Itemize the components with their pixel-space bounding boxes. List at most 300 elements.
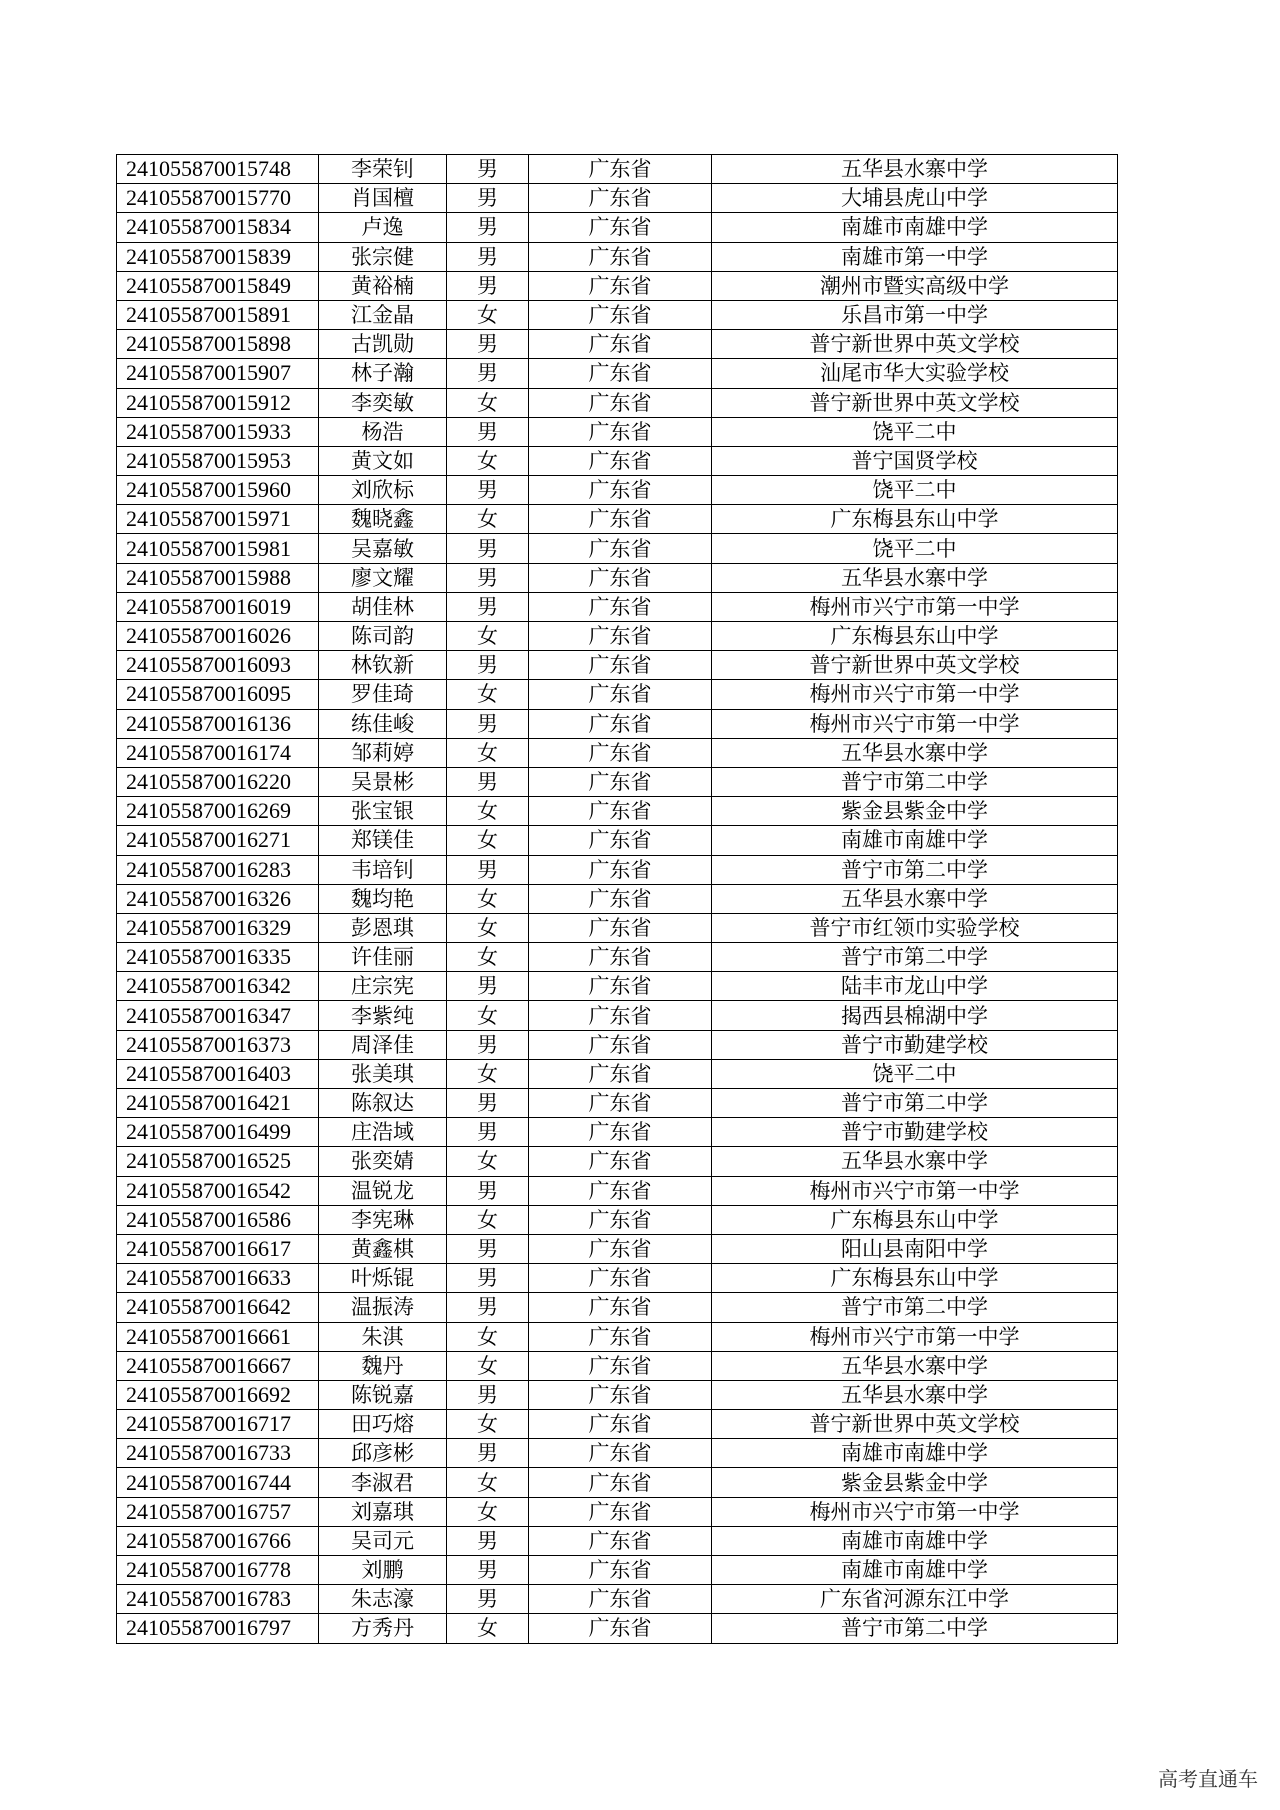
- province-cell: 广东省: [529, 1322, 712, 1351]
- gender-cell: 女: [447, 1205, 529, 1234]
- gender-cell: 男: [447, 592, 529, 621]
- gender-cell: 女: [447, 300, 529, 329]
- exam-number-cell: 241055870015912: [117, 388, 319, 417]
- exam-number-cell: 241055870016026: [117, 622, 319, 651]
- table-row: [117, 622, 1118, 651]
- table-row: [117, 1322, 1118, 1351]
- school-cell: 梅州市兴宁市第一中学: [712, 680, 1118, 709]
- gender-cell: 女: [447, 622, 529, 651]
- exam-number-cell: 241055870016757: [117, 1497, 319, 1526]
- table-row: [117, 1059, 1118, 1088]
- school-cell: 南雄市南雄中学: [712, 1526, 1118, 1555]
- school-cell: 五华县水寨中学: [712, 738, 1118, 767]
- school-cell: 五华县水寨中学: [712, 1380, 1118, 1409]
- school-cell: 南雄市南雄中学: [712, 1556, 1118, 1585]
- school-cell: 普宁市第二中学: [712, 1293, 1118, 1322]
- table-row: [117, 767, 1118, 796]
- table-row: [117, 505, 1118, 534]
- exam-number-cell: 241055870015849: [117, 271, 319, 300]
- table-row: [117, 1030, 1118, 1059]
- school-cell: 普宁新世界中英文学校: [712, 388, 1118, 417]
- exam-number-cell: 241055870015953: [117, 446, 319, 475]
- province-cell: 广东省: [529, 1526, 712, 1555]
- gender-cell: 男: [447, 417, 529, 446]
- gender-cell: 男: [447, 155, 529, 184]
- student-name-cell: 刘嘉琪: [319, 1497, 447, 1526]
- student-name-cell: 张美琪: [319, 1059, 447, 1088]
- exam-number-cell: 241055870016542: [117, 1176, 319, 1205]
- gender-cell: 女: [447, 446, 529, 475]
- province-cell: 广东省: [529, 651, 712, 680]
- gender-cell: 男: [447, 1556, 529, 1585]
- exam-number-cell: 241055870016220: [117, 767, 319, 796]
- table-row: [117, 155, 1118, 184]
- student-name-cell: 朱志濠: [319, 1585, 447, 1614]
- student-name-cell: 罗佳琦: [319, 680, 447, 709]
- table-row: [117, 884, 1118, 913]
- school-cell: 广东省河源东江中学: [712, 1585, 1118, 1614]
- school-cell: 饶平二中: [712, 476, 1118, 505]
- gender-cell: 女: [447, 505, 529, 534]
- school-cell: 紫金县紫金中学: [712, 797, 1118, 826]
- school-cell: 五华县水寨中学: [712, 1147, 1118, 1176]
- table-row: [117, 1585, 1118, 1614]
- student-name-cell: 陈锐嘉: [319, 1380, 447, 1409]
- province-cell: 广东省: [529, 1351, 712, 1380]
- exam-number-cell: 241055870016642: [117, 1293, 319, 1322]
- table-row: [117, 826, 1118, 855]
- table-row: [117, 1264, 1118, 1293]
- province-cell: 广东省: [529, 1264, 712, 1293]
- student-name-cell: 庄宗宪: [319, 972, 447, 1001]
- gender-cell: 男: [447, 1030, 529, 1059]
- school-cell: 五华县水寨中学: [712, 1351, 1118, 1380]
- table-row: [117, 592, 1118, 621]
- province-cell: 广东省: [529, 155, 712, 184]
- student-name-cell: 林子瀚: [319, 359, 447, 388]
- province-cell: 广东省: [529, 1205, 712, 1234]
- student-name-cell: 杨浩: [319, 417, 447, 446]
- table-row: [117, 1147, 1118, 1176]
- gender-cell: 男: [447, 1118, 529, 1147]
- table-row: [117, 534, 1118, 563]
- province-cell: 广东省: [529, 1001, 712, 1030]
- province-cell: 广东省: [529, 476, 712, 505]
- student-name-cell: 温锐龙: [319, 1176, 447, 1205]
- exam-number-cell: 241055870016586: [117, 1205, 319, 1234]
- student-name-cell: 李宪琳: [319, 1205, 447, 1234]
- student-name-cell: 魏丹: [319, 1351, 447, 1380]
- exam-number-cell: 241055870015988: [117, 563, 319, 592]
- province-cell: 广东省: [529, 1614, 712, 1643]
- province-cell: 广东省: [529, 1585, 712, 1614]
- student-name-cell: 庄浩域: [319, 1118, 447, 1147]
- province-cell: 广东省: [529, 1147, 712, 1176]
- province-cell: 广东省: [529, 826, 712, 855]
- table-row: [117, 184, 1118, 213]
- gender-cell: 男: [447, 1089, 529, 1118]
- school-cell: 普宁新世界中英文学校: [712, 330, 1118, 359]
- school-cell: 广东梅县东山中学: [712, 622, 1118, 651]
- exam-number-cell: 241055870016499: [117, 1118, 319, 1147]
- exam-number-cell: 241055870016342: [117, 972, 319, 1001]
- table-row: [117, 1205, 1118, 1234]
- gender-cell: 男: [447, 476, 529, 505]
- table-row: [117, 271, 1118, 300]
- exam-number-cell: 241055870015891: [117, 300, 319, 329]
- gender-cell: 男: [447, 651, 529, 680]
- table-row: [117, 855, 1118, 884]
- gender-cell: 女: [447, 1001, 529, 1030]
- school-cell: 广东梅县东山中学: [712, 1205, 1118, 1234]
- school-cell: 普宁市勤建学校: [712, 1118, 1118, 1147]
- province-cell: 广东省: [529, 855, 712, 884]
- gender-cell: 女: [447, 1468, 529, 1497]
- province-cell: 广东省: [529, 1497, 712, 1526]
- gender-cell: 女: [447, 1059, 529, 1088]
- province-cell: 广东省: [529, 972, 712, 1001]
- student-name-cell: 张宝银: [319, 797, 447, 826]
- exam-number-cell: 241055870015960: [117, 476, 319, 505]
- table-row: [117, 680, 1118, 709]
- student-name-cell: 田巧熔: [319, 1410, 447, 1439]
- gender-cell: 男: [447, 1585, 529, 1614]
- province-cell: 广东省: [529, 213, 712, 242]
- student-name-cell: 卢逸: [319, 213, 447, 242]
- exam-number-cell: 241055870016403: [117, 1059, 319, 1088]
- student-name-cell: 朱淇: [319, 1322, 447, 1351]
- province-cell: 广东省: [529, 709, 712, 738]
- student-name-cell: 廖文耀: [319, 563, 447, 592]
- student-name-cell: 魏晓鑫: [319, 505, 447, 534]
- exam-number-cell: 241055870016783: [117, 1585, 319, 1614]
- province-cell: 广东省: [529, 1380, 712, 1409]
- student-name-cell: 黄裕楠: [319, 271, 447, 300]
- exam-number-cell: 241055870016525: [117, 1147, 319, 1176]
- province-cell: 广东省: [529, 1089, 712, 1118]
- gender-cell: 女: [447, 1410, 529, 1439]
- exam-number-cell: 241055870015933: [117, 417, 319, 446]
- school-cell: 南雄市南雄中学: [712, 213, 1118, 242]
- province-cell: 广东省: [529, 884, 712, 913]
- student-name-cell: 邱彦彬: [319, 1439, 447, 1468]
- exam-number-cell: 241055870016733: [117, 1439, 319, 1468]
- province-cell: 广东省: [529, 913, 712, 942]
- exam-number-cell: 241055870016347: [117, 1001, 319, 1030]
- table-row: [117, 1118, 1118, 1147]
- gender-cell: 男: [447, 1380, 529, 1409]
- student-name-cell: 彭恩琪: [319, 913, 447, 942]
- table-row: [117, 1526, 1118, 1555]
- table-row: [117, 943, 1118, 972]
- province-cell: 广东省: [529, 622, 712, 651]
- gender-cell: 女: [447, 1322, 529, 1351]
- province-cell: 广东省: [529, 184, 712, 213]
- table-row: [117, 417, 1118, 446]
- province-cell: 广东省: [529, 738, 712, 767]
- school-cell: 南雄市南雄中学: [712, 826, 1118, 855]
- school-cell: 五华县水寨中学: [712, 563, 1118, 592]
- student-name-cell: 许佳丽: [319, 943, 447, 972]
- student-name-cell: 李紫纯: [319, 1001, 447, 1030]
- exam-number-cell: 241055870015839: [117, 242, 319, 271]
- exam-number-cell: 241055870016329: [117, 913, 319, 942]
- gender-cell: 男: [447, 359, 529, 388]
- gender-cell: 女: [447, 826, 529, 855]
- gender-cell: 男: [447, 534, 529, 563]
- table-row: [117, 242, 1118, 271]
- school-cell: 饶平二中: [712, 534, 1118, 563]
- exam-number-cell: 241055870016269: [117, 797, 319, 826]
- province-cell: 广东省: [529, 797, 712, 826]
- table-row: [117, 388, 1118, 417]
- student-name-cell: 江金晶: [319, 300, 447, 329]
- table-row: [117, 709, 1118, 738]
- table-row: [117, 359, 1118, 388]
- gender-cell: 男: [447, 213, 529, 242]
- student-name-cell: 刘鹏: [319, 1556, 447, 1585]
- gender-cell: 女: [447, 1147, 529, 1176]
- school-cell: 南雄市第一中学: [712, 242, 1118, 271]
- student-name-cell: 陈司韵: [319, 622, 447, 651]
- province-cell: 广东省: [529, 1439, 712, 1468]
- table-row: [117, 1351, 1118, 1380]
- province-cell: 广东省: [529, 943, 712, 972]
- table-row: [117, 476, 1118, 505]
- province-cell: 广东省: [529, 534, 712, 563]
- student-name-cell: 张宗健: [319, 242, 447, 271]
- province-cell: 广东省: [529, 563, 712, 592]
- student-name-cell: 黄文如: [319, 446, 447, 475]
- school-cell: 梅州市兴宁市第一中学: [712, 1497, 1118, 1526]
- school-cell: 普宁国贤学校: [712, 446, 1118, 475]
- gender-cell: 男: [447, 1293, 529, 1322]
- table-row: [117, 972, 1118, 1001]
- gender-cell: 女: [447, 884, 529, 913]
- gender-cell: 男: [447, 1176, 529, 1205]
- province-cell: 广东省: [529, 1234, 712, 1263]
- province-cell: 广东省: [529, 1118, 712, 1147]
- student-name-cell: 陈叙达: [319, 1089, 447, 1118]
- province-cell: 广东省: [529, 1059, 712, 1088]
- exam-number-cell: 241055870015770: [117, 184, 319, 213]
- exam-number-cell: 241055870016093: [117, 651, 319, 680]
- province-cell: 广东省: [529, 1293, 712, 1322]
- admission-list-table: [116, 154, 1118, 1644]
- table-row: [117, 1468, 1118, 1497]
- gender-cell: 男: [447, 1234, 529, 1263]
- school-cell: 梅州市兴宁市第一中学: [712, 1322, 1118, 1351]
- school-cell: 普宁市第二中学: [712, 855, 1118, 884]
- school-cell: 饶平二中: [712, 1059, 1118, 1088]
- table-row: [117, 1234, 1118, 1263]
- gender-cell: 男: [447, 1264, 529, 1293]
- exam-number-cell: 241055870016692: [117, 1380, 319, 1409]
- exam-number-cell: 241055870016326: [117, 884, 319, 913]
- exam-number-cell: 241055870016617: [117, 1234, 319, 1263]
- province-cell: 广东省: [529, 417, 712, 446]
- table-row: [117, 1410, 1118, 1439]
- province-cell: 广东省: [529, 359, 712, 388]
- table-row: [117, 330, 1118, 359]
- gender-cell: 女: [447, 1351, 529, 1380]
- exam-number-cell: 241055870016174: [117, 738, 319, 767]
- gender-cell: 女: [447, 913, 529, 942]
- province-cell: 广东省: [529, 330, 712, 359]
- exam-number-cell: 241055870016421: [117, 1089, 319, 1118]
- gender-cell: 男: [447, 1439, 529, 1468]
- gender-cell: 男: [447, 972, 529, 1001]
- gender-cell: 女: [447, 680, 529, 709]
- school-cell: 普宁市红领巾实验学校: [712, 913, 1118, 942]
- school-cell: 普宁市第二中学: [712, 943, 1118, 972]
- school-cell: 梅州市兴宁市第一中学: [712, 592, 1118, 621]
- school-cell: 南雄市南雄中学: [712, 1439, 1118, 1468]
- gender-cell: 男: [447, 563, 529, 592]
- table-row: [117, 213, 1118, 242]
- province-cell: 广东省: [529, 271, 712, 300]
- table-row: [117, 563, 1118, 592]
- exam-number-cell: 241055870016095: [117, 680, 319, 709]
- student-name-cell: 张奕婧: [319, 1147, 447, 1176]
- exam-number-cell: 241055870015971: [117, 505, 319, 534]
- student-name-cell: 郑镁佳: [319, 826, 447, 855]
- school-cell: 潮州市暨实高级中学: [712, 271, 1118, 300]
- table-row: [117, 651, 1118, 680]
- table-row: [117, 1556, 1118, 1585]
- school-cell: 饶平二中: [712, 417, 1118, 446]
- province-cell: 广东省: [529, 680, 712, 709]
- school-cell: 五华县水寨中学: [712, 884, 1118, 913]
- province-cell: 广东省: [529, 1410, 712, 1439]
- exam-number-cell: 241055870016744: [117, 1468, 319, 1497]
- gender-cell: 女: [447, 1614, 529, 1643]
- gender-cell: 男: [447, 330, 529, 359]
- table-row: [117, 1176, 1118, 1205]
- table-row: [117, 300, 1118, 329]
- school-cell: 梅州市兴宁市第一中学: [712, 1176, 1118, 1205]
- province-cell: 广东省: [529, 505, 712, 534]
- school-cell: 梅州市兴宁市第一中学: [712, 709, 1118, 738]
- student-name-cell: 魏均艳: [319, 884, 447, 913]
- student-name-cell: 方秀丹: [319, 1614, 447, 1643]
- gender-cell: 女: [447, 388, 529, 417]
- student-name-cell: 吴景彬: [319, 767, 447, 796]
- gender-cell: 男: [447, 1526, 529, 1555]
- table-row: [117, 1497, 1118, 1526]
- exam-number-cell: 241055870016667: [117, 1351, 319, 1380]
- exam-number-cell: 241055870016335: [117, 943, 319, 972]
- school-cell: 广东梅县东山中学: [712, 505, 1118, 534]
- school-cell: 紫金县紫金中学: [712, 1468, 1118, 1497]
- school-cell: 普宁市第二中学: [712, 1614, 1118, 1643]
- school-cell: 陆丰市龙山中学: [712, 972, 1118, 1001]
- exam-number-cell: 241055870016661: [117, 1322, 319, 1351]
- school-cell: 普宁新世界中英文学校: [712, 651, 1118, 680]
- exam-number-cell: 241055870016019: [117, 592, 319, 621]
- student-name-cell: 李淑君: [319, 1468, 447, 1497]
- province-cell: 广东省: [529, 767, 712, 796]
- table-row: [117, 797, 1118, 826]
- exam-number-cell: 241055870016271: [117, 826, 319, 855]
- table-row: [117, 1089, 1118, 1118]
- school-cell: 普宁市第二中学: [712, 767, 1118, 796]
- exam-number-cell: 241055870016797: [117, 1614, 319, 1643]
- gender-cell: 男: [447, 242, 529, 271]
- exam-number-cell: 241055870016766: [117, 1526, 319, 1555]
- school-cell: 普宁新世界中英文学校: [712, 1410, 1118, 1439]
- province-cell: 广东省: [529, 300, 712, 329]
- watermark-text: 高考直通车: [1158, 1767, 1258, 1791]
- table-row: [117, 913, 1118, 942]
- gender-cell: 男: [447, 271, 529, 300]
- province-cell: 广东省: [529, 1556, 712, 1585]
- exam-number-cell: 241055870015834: [117, 213, 319, 242]
- gender-cell: 男: [447, 855, 529, 884]
- province-cell: 广东省: [529, 1468, 712, 1497]
- school-cell: 揭西县棉湖中学: [712, 1001, 1118, 1030]
- exam-number-cell: 241055870016283: [117, 855, 319, 884]
- gender-cell: 男: [447, 709, 529, 738]
- student-name-cell: 叶烁锟: [319, 1264, 447, 1293]
- school-cell: 乐昌市第一中学: [712, 300, 1118, 329]
- gender-cell: 女: [447, 943, 529, 972]
- student-name-cell: 肖国檀: [319, 184, 447, 213]
- gender-cell: 女: [447, 1497, 529, 1526]
- table-row: [117, 738, 1118, 767]
- student-name-cell: 古凯勋: [319, 330, 447, 359]
- student-name-cell: 练佳峻: [319, 709, 447, 738]
- student-name-cell: 韦培钊: [319, 855, 447, 884]
- table-row: [117, 1001, 1118, 1030]
- exam-number-cell: 241055870016633: [117, 1264, 319, 1293]
- school-cell: 阳山县南阳中学: [712, 1234, 1118, 1263]
- gender-cell: 女: [447, 797, 529, 826]
- student-name-cell: 李奕敏: [319, 388, 447, 417]
- exam-number-cell: 241055870016717: [117, 1410, 319, 1439]
- table-row: [117, 1439, 1118, 1468]
- province-cell: 广东省: [529, 388, 712, 417]
- student-name-cell: 吴司元: [319, 1526, 447, 1555]
- school-cell: 普宁市勤建学校: [712, 1030, 1118, 1059]
- province-cell: 广东省: [529, 592, 712, 621]
- gender-cell: 男: [447, 767, 529, 796]
- school-cell: 大埔县虎山中学: [712, 184, 1118, 213]
- exam-number-cell: 241055870015898: [117, 330, 319, 359]
- student-name-cell: 林钦新: [319, 651, 447, 680]
- gender-cell: 男: [447, 184, 529, 213]
- student-name-cell: 黄鑫棋: [319, 1234, 447, 1263]
- student-name-cell: 吴嘉敏: [319, 534, 447, 563]
- table-body: [117, 155, 1118, 1644]
- province-cell: 广东省: [529, 1176, 712, 1205]
- student-name-cell: 李荣钊: [319, 155, 447, 184]
- table-row: [117, 1380, 1118, 1409]
- exam-number-cell: 241055870016136: [117, 709, 319, 738]
- student-name-cell: 胡佳林: [319, 592, 447, 621]
- student-name-cell: 邹莉婷: [319, 738, 447, 767]
- student-name-cell: 温振涛: [319, 1293, 447, 1322]
- school-cell: 普宁市第二中学: [712, 1089, 1118, 1118]
- school-cell: 汕尾市华大实验学校: [712, 359, 1118, 388]
- school-cell: 五华县水寨中学: [712, 155, 1118, 184]
- gender-cell: 女: [447, 738, 529, 767]
- table-row: [117, 1293, 1118, 1322]
- table-row: [117, 1614, 1118, 1643]
- exam-number-cell: 241055870015907: [117, 359, 319, 388]
- exam-number-cell: 241055870015748: [117, 155, 319, 184]
- exam-number-cell: 241055870016778: [117, 1556, 319, 1585]
